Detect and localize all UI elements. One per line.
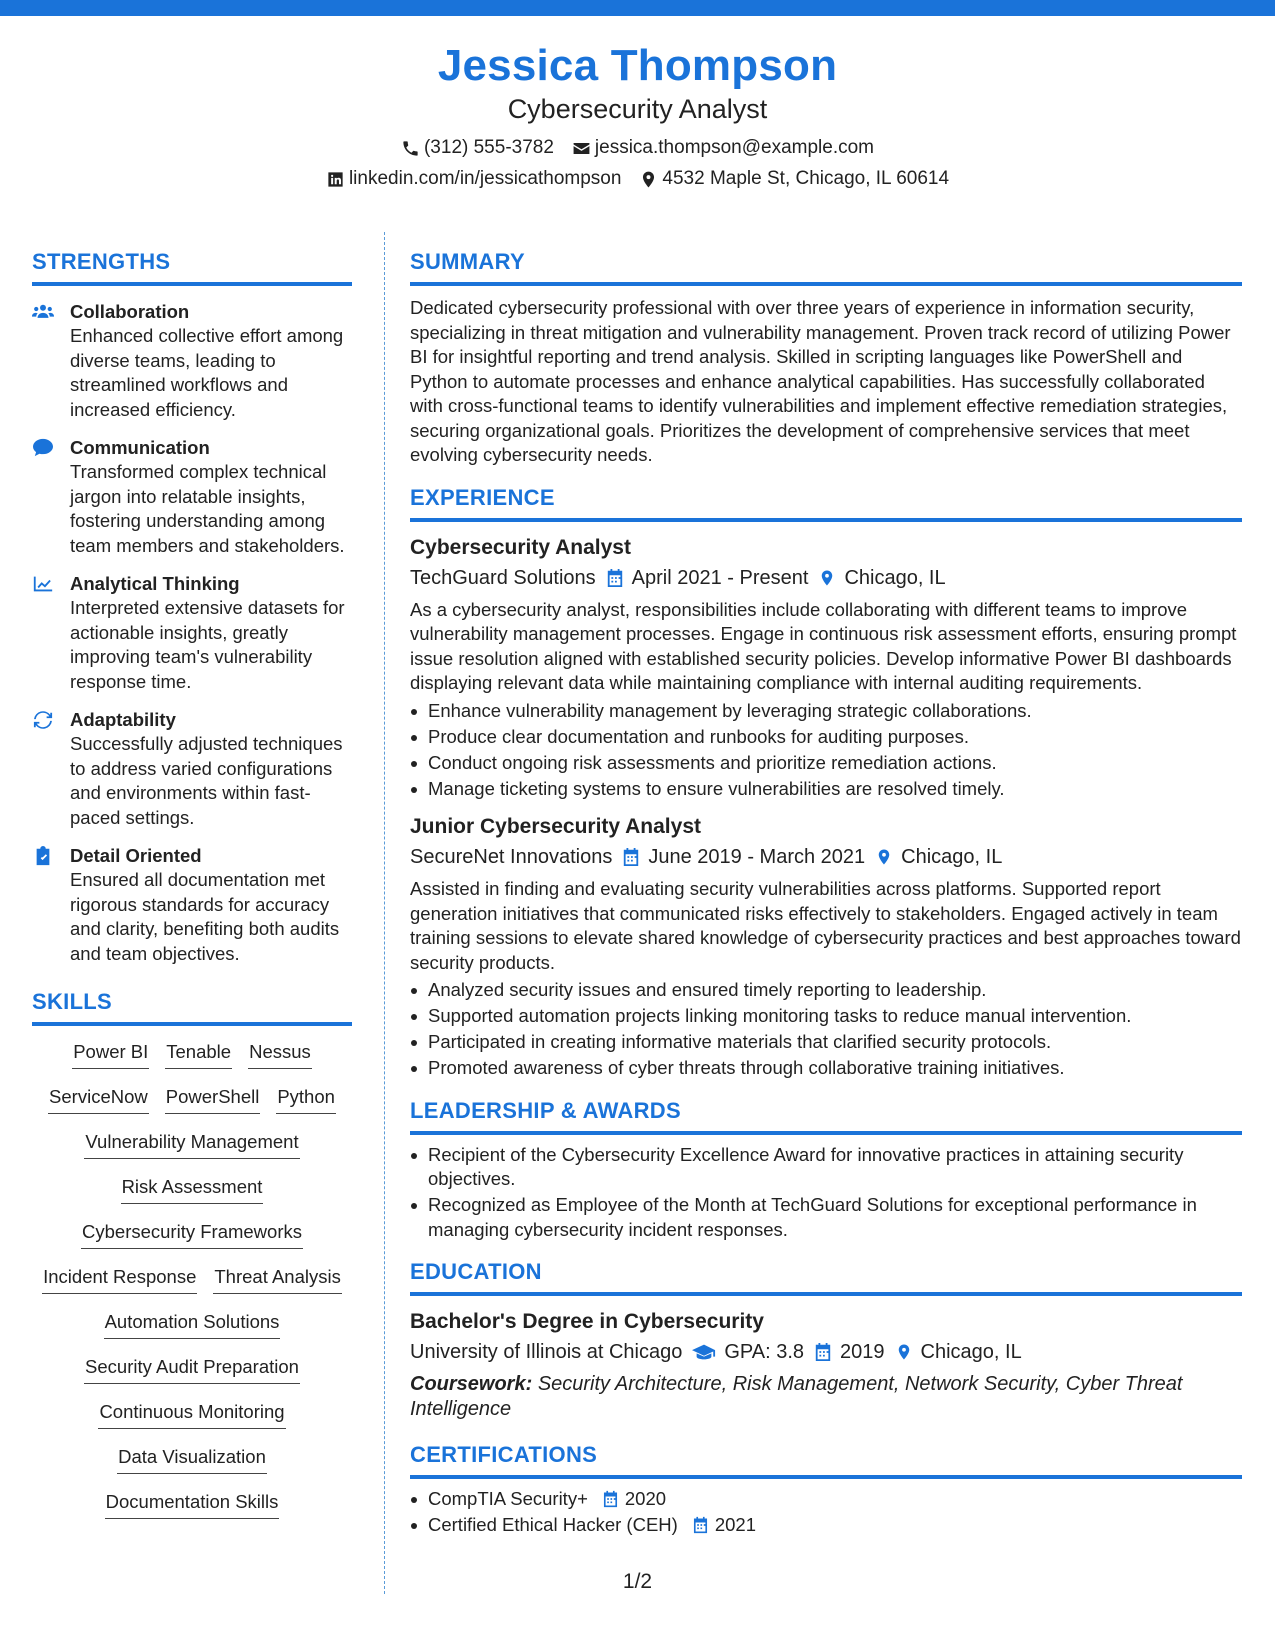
skills-list xyxy=(32,1040,352,1535)
summary-text: Dedicated cybersecurity professional with over three years of experience in information security, specializing in threat mitigation and vulnerability management. Proven track record of utilizing Power BI for insightful reporting and trend analysis. Skilled in scripting languages like PowerShell and Python to automate processes and enhance analytical capabilities. Has successfully collaborated with cross-functional teams to identify vulnerabilities and implement effective remediation strategies, securing organizational goals. Prioritizes the development of comprehensive services that meet evolving cybersecurity needs. xyxy=(410,297,1231,465)
certifications-list xyxy=(410,1487,1242,1538)
sync-icon xyxy=(32,710,54,730)
email-contact[interactable] xyxy=(572,136,874,160)
coursework-text: Security Architecture, Risk Management, Network Security, Cyber Threat Intelligence xyxy=(410,1373,1183,1420)
certification-year: 2021 xyxy=(714,1514,756,1535)
skills-row xyxy=(32,1490,352,1535)
skill-tag: Threat Analysis xyxy=(213,1265,341,1294)
coursework xyxy=(410,1372,1242,1421)
contact-row-1 xyxy=(0,136,1275,160)
line-chart-icon xyxy=(32,574,54,594)
graduation-cap-icon xyxy=(692,1342,716,1362)
strength-desc: Transformed complex technical jargon into relatable insights, fostering understanding among team members and stakeholders. xyxy=(70,461,345,556)
strength-title: Detail Oriented xyxy=(70,845,202,866)
strength-item xyxy=(32,844,352,966)
job-entry xyxy=(410,813,1242,1081)
linkedin-text[interactable]: linkedin.com/in/jessicathompson xyxy=(348,168,622,189)
leadership-heading: LEADERSHIP & AWARDS xyxy=(410,1097,1242,1135)
job-dates xyxy=(606,564,809,592)
skills-row xyxy=(32,1040,352,1085)
job-title: Junior Cybersecurity Analyst xyxy=(410,815,701,838)
skill-tag: Python xyxy=(276,1085,336,1114)
skill-tag: Nessus xyxy=(248,1040,312,1069)
leadership-item: Recognized as Employee of the Month at TechGuard Solutions for exceptional performance in managing cybersecurity incident responses. xyxy=(410,1193,1242,1242)
education-heading: EDUCATION xyxy=(410,1258,1242,1296)
resume-header xyxy=(0,40,1275,191)
skills-row xyxy=(32,1220,352,1265)
right-column xyxy=(410,248,1242,1539)
candidate-name: Jessica Thompson xyxy=(437,41,838,90)
skill-tag: Documentation Skills xyxy=(105,1490,280,1519)
map-pin-icon xyxy=(639,170,658,189)
job-company: TechGuard Solutions xyxy=(410,566,596,589)
skill-tag: Data Visualization xyxy=(117,1445,267,1474)
phone-text: (312) 555-3782 xyxy=(423,137,554,158)
skills-row xyxy=(32,1130,352,1175)
certification-name: Certified Ethical Hacker (CEH) xyxy=(428,1514,678,1535)
strength-item xyxy=(32,300,352,422)
graduation-year xyxy=(814,1338,885,1366)
certifications-heading: CERTIFICATIONS xyxy=(410,1441,1242,1479)
address-contact xyxy=(639,167,949,191)
skill-tag: Vulnerability Management xyxy=(84,1130,299,1159)
job-title: Cybersecurity Analyst xyxy=(410,535,631,559)
certification-year: 2020 xyxy=(624,1488,667,1509)
phone-icon xyxy=(401,139,420,158)
skills-row xyxy=(32,1085,352,1130)
strength-title: Communication xyxy=(70,437,210,458)
skill-tag: Power BI xyxy=(72,1040,149,1069)
leadership-item: Recipient of the Cybersecurity Excellence Award for innovative practices in attaining security objectives. xyxy=(410,1143,1242,1192)
map-pin-icon xyxy=(875,847,893,867)
users-icon xyxy=(32,302,54,322)
job-dates-text: April 2021 - Present xyxy=(631,566,809,589)
calendar-icon xyxy=(692,1516,709,1534)
top-accent-bar xyxy=(0,0,1275,16)
phone-contact xyxy=(401,136,554,160)
calendar-icon xyxy=(602,1490,619,1508)
skill-tag: Security Audit Preparation xyxy=(84,1355,300,1384)
skill-tag: Automation Solutions xyxy=(104,1310,281,1339)
skills-row xyxy=(32,1355,352,1400)
email-text[interactable]: jessica.thompson@example.com xyxy=(594,137,874,158)
job-bullet: Manage ticketing systems to ensure vulnerabilities are resolved timely. xyxy=(410,777,1242,802)
strength-desc: Interpreted extensive datasets for actionable insights, greatly improving team's vulnerability response time. xyxy=(70,597,345,692)
job-location-text: Chicago, IL xyxy=(901,846,1003,868)
certification-item xyxy=(410,1513,1242,1538)
skills-row xyxy=(32,1175,352,1220)
column-divider xyxy=(384,232,385,1594)
envelope-icon xyxy=(572,139,591,158)
job-bullet: Produce clear documentation and runbooks for auditing purposes. xyxy=(410,725,1242,750)
education-location xyxy=(895,1338,1022,1366)
address-text: 4532 Maple St, Chicago, IL 60614 xyxy=(662,168,950,189)
skills-row xyxy=(32,1265,352,1310)
job-bullet: Supported automation projects linking monitoring tasks to reduce manual intervention. xyxy=(410,1004,1242,1029)
job-bullets xyxy=(410,699,1242,802)
certification-item xyxy=(410,1487,1242,1512)
strength-title: Collaboration xyxy=(70,301,190,322)
strength-title: Analytical Thinking xyxy=(70,573,240,594)
clipboard-check-icon xyxy=(32,846,54,866)
strength-desc: Ensured all documentation met rigorous standards for accuracy and clarity, benefiting both audits and team objectives. xyxy=(70,869,340,964)
job-bullet: Participated in creating informative materials that clarified security protocols. xyxy=(410,1030,1242,1055)
linkedin-icon xyxy=(326,170,345,189)
strength-desc: Enhanced collective effort among diverse teams, leading to streamlined workflows and increased efficiency. xyxy=(70,325,344,420)
school-name: University of Illinois at Chicago xyxy=(410,1341,683,1363)
job-company: SecureNet Innovations xyxy=(410,846,613,868)
degree-title: Bachelor's Degree in Cybersecurity xyxy=(410,1310,764,1333)
job-location xyxy=(875,843,1002,871)
map-pin-icon xyxy=(818,568,836,588)
job-bullet: Analyzed security issues and ensured timely reporting to leadership. xyxy=(410,978,1242,1003)
job-location xyxy=(818,564,945,592)
skills-row xyxy=(32,1445,352,1490)
gpa xyxy=(692,1338,804,1366)
job-entry xyxy=(410,534,1242,802)
job-dates-text: June 2019 - March 2021 xyxy=(648,846,866,868)
calendar-icon xyxy=(606,568,624,588)
skill-tag: ServiceNow xyxy=(48,1085,149,1114)
strength-item xyxy=(32,708,352,830)
gpa-text: GPA: 3.8 xyxy=(724,1341,805,1363)
job-location-text: Chicago, IL xyxy=(844,566,946,589)
strength-item xyxy=(32,572,352,694)
job-bullets xyxy=(410,978,1242,1081)
skill-tag: Continuous Monitoring xyxy=(98,1400,285,1429)
calendar-icon xyxy=(814,1342,832,1362)
job-bullet: Enhance vulnerability management by leveraging strategic collaborations. xyxy=(410,699,1242,724)
strength-item xyxy=(32,436,352,558)
strengths-heading: STRENGTHS xyxy=(32,248,352,286)
certification-name: CompTIA Security+ xyxy=(428,1488,588,1509)
left-column xyxy=(32,248,352,1535)
job-description: Assisted in finding and evaluating security vulnerabilities across platforms. Supported report generation initiatives that communicated risks effectively to stakeholders. Engaged actively in team training sessions to elevate shared knowledge of cybersecurity practices and best approaches toward security products. xyxy=(410,878,1241,973)
skill-tag: Risk Assessment xyxy=(121,1175,264,1204)
skills-row xyxy=(32,1400,352,1445)
skills-row xyxy=(32,1310,352,1355)
linkedin-contact[interactable] xyxy=(326,167,621,191)
skills-heading: SKILLS xyxy=(32,988,352,1026)
chat-bubble-icon xyxy=(32,438,54,458)
coursework-label: Coursework: xyxy=(410,1373,533,1395)
page-number: 1/2 xyxy=(622,1570,653,1593)
skill-tag: Cybersecurity Frameworks xyxy=(81,1220,303,1249)
experience-heading: EXPERIENCE xyxy=(410,484,1242,522)
map-pin-icon xyxy=(895,1342,913,1362)
candidate-role: Cybersecurity Analyst xyxy=(507,94,768,124)
strength-title: Adaptability xyxy=(70,709,176,730)
graduation-year-text: 2019 xyxy=(840,1341,885,1363)
job-dates xyxy=(622,843,865,871)
job-description: As a cybersecurity analyst, responsibilities include collaborating with different teams to improve vulnerability management processes. Engage in continuous risk assessment efforts, ensuring prompt issue resolution aligned with established security policies. Develop informative Power BI dashboards displaying relevant data while maintaining compliance with internal auditing requirements. xyxy=(410,598,1237,693)
calendar-icon xyxy=(622,847,640,867)
leadership-list xyxy=(410,1143,1242,1243)
strength-desc: Successfully adjusted techniques to address varied configurations and environments within fast-paced settings. xyxy=(70,733,343,828)
skill-tag: Incident Response xyxy=(42,1265,197,1294)
job-bullet: Conduct ongoing risk assessments and prioritize remediation actions. xyxy=(410,751,1242,776)
education-location-text: Chicago, IL xyxy=(920,1341,1022,1363)
contact-row-2 xyxy=(0,167,1275,191)
skill-tag: Tenable xyxy=(165,1040,232,1069)
job-meta xyxy=(410,843,1242,871)
job-meta xyxy=(410,564,1242,592)
skill-tag: PowerShell xyxy=(165,1085,261,1114)
education-meta xyxy=(410,1338,1242,1366)
summary-heading: SUMMARY xyxy=(410,248,1242,286)
job-bullet: Promoted awareness of cyber threats through collaborative training initiatives. xyxy=(410,1056,1242,1081)
